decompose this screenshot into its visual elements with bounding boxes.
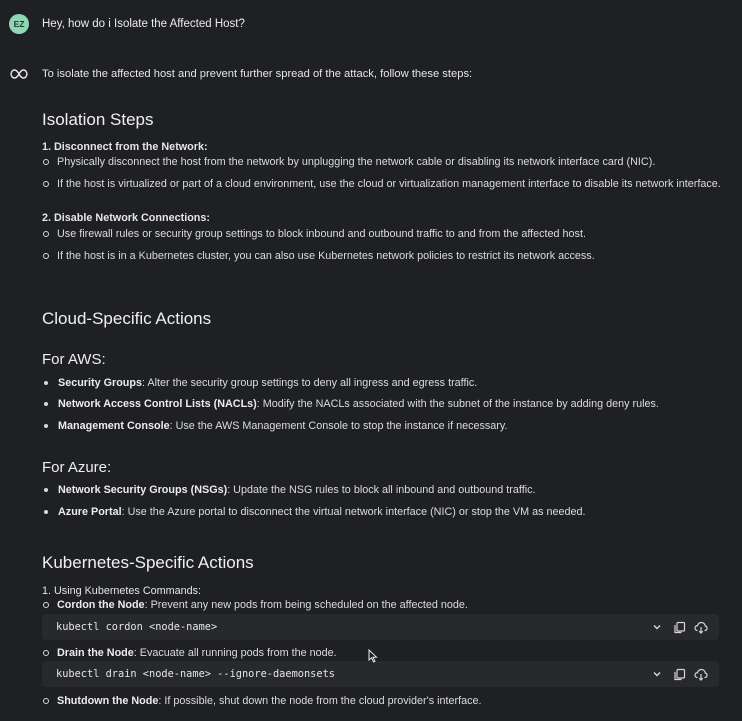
heading-for-aws: For AWS: [42, 351, 106, 368]
list-item: Azure Portal : Use the Azure portal to disconnect the virtual network interface (NIC) or stop the VM as needed. [42, 506, 586, 518]
list-item: Use firewall rules or security group settings to block inbound and outbound traffic to and from the affected host. [42, 228, 586, 240]
step-disconnect-label: 1. Disconnect from the Network: [42, 141, 208, 153]
export-icon[interactable] [693, 619, 709, 635]
list-item: Cordon the Node : Prevent any new pods from being scheduled on the affected node. [42, 599, 468, 611]
list-item: Network Access Control Lists (NACLs) : Modify the NACLs associated with the subnet of the instance by adding deny rules. [42, 398, 659, 410]
heading-for-azure: For Azure: [42, 459, 112, 476]
heading-cloud-actions: Cloud-Specific Actions [42, 309, 212, 328]
response-intro: To isolate the affected host and prevent further spread of the attack, follow these steps: [42, 68, 473, 80]
chevron-down-icon[interactable] [649, 619, 665, 635]
code-text: kubectl drain <node-name> --ignore-daemonsets [56, 668, 335, 680]
list-item: If the host is in a Kubernetes cluster, you can also use Kubernetes network policies to restrict its network access. [42, 250, 595, 262]
step-disable-label: 2. Disable Network Connections: [42, 212, 210, 224]
list-item: Security Groups : Alter the security group settings to deny all ingress and egress traffic. [42, 377, 477, 389]
chevron-down-icon[interactable] [649, 666, 665, 682]
code-text: kubectl cordon <node-name> [56, 621, 218, 633]
export-icon[interactable] [693, 666, 709, 682]
avatar[interactable]: EZ [9, 14, 29, 34]
user-message [9, 14, 245, 34]
assistant-response-header [9, 67, 472, 81]
code-block[interactable] [42, 614, 719, 640]
list-item: Drain the Node : Evacuate all running pods from the node. [42, 647, 337, 659]
list-item: If the host is virtualized or part of a cloud environment, use the cloud or virtualization management interface to disable its network interface. [42, 178, 721, 190]
step-k8s-commands-label: 1. Using Kubernetes Commands: [42, 585, 202, 597]
heading-kubernetes-actions: Kubernetes-Specific Actions [42, 553, 254, 572]
assistant-infinity-icon [9, 67, 29, 81]
mouse-cursor-icon [368, 649, 378, 666]
list-item: Network Security Groups (NSGs) : Update the NSG rules to block all inbound and outbound traffic. [42, 484, 536, 496]
copy-icon[interactable] [671, 666, 687, 682]
heading-isolation-steps: Isolation Steps [42, 110, 154, 129]
list-item: Physically disconnect the host from the network by unplugging the network cable or disabling its network interface card (NIC). [42, 156, 655, 168]
list-item: Shutdown the Node : If possible, shut down the node from the cloud provider's interface. [42, 695, 482, 707]
copy-icon[interactable] [671, 619, 687, 635]
code-block[interactable] [42, 661, 719, 687]
list-item: Management Console : Use the AWS Management Console to stop the instance if necessary. [42, 420, 507, 432]
user-question: Hey, how do i Isolate the Affected Host? [42, 18, 245, 30]
